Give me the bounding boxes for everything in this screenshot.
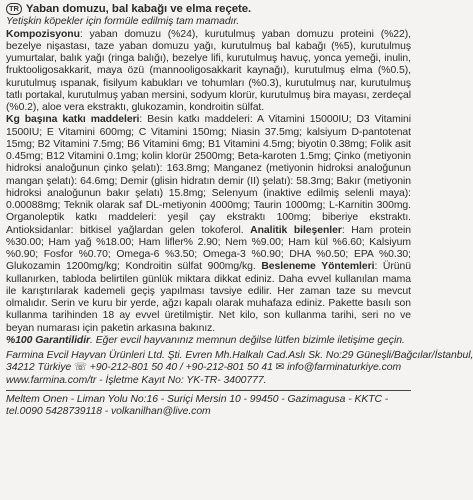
feeding-text: : Ürünü kullanırken, tabloda belirtilen günlük miktara dikkat ediniz. Daha evvel kullanılan mama ile karıştırılarak kademeli geçiş yapılması tavsiye edilir. Her zaman taze su mevcut olmalıdır. Serin ve kuru bir yerde, ağzı kapalı olarak muhafaza ediniz. Pakette basılı son kullanma tarihinden 18 ay evvel üretilmiştir. Net kilo, son kullanma tarihi, seri no ve beyan numarası için paketin arkasına bakınız. [6, 261, 411, 334]
additives-label: Kg başına katkı maddeleri [6, 114, 140, 126]
distributor-address-line: Meltem Onen - Liman Yolu No:16 - Suriçi Mersin 10 - 99450 - Gazimagusa - KKTC - [6, 393, 389, 405]
manufacturer-website: www.farmina.com/tr - İşletme Kayıt No: YK-TR- 3400777. [6, 374, 267, 386]
additives-text: : Besin katkı maddeleri: A Vitamini 15000IU; D3 Vitamini 1500IU; E Vitamini 600mg; C Vitamini 150mg; Niasin 37.5mg; kalsiyum D-pantotenat 15mg; B2 Vitamini 7.5mg; B6 Vitamini 6mg; B1 Vitamini 4.5mg; biyotin 0.38mg; Folik asit 0.45mg; B12 Vitamini 0.1mg; kolin klorür 2500mg; Beta-karoten 1.5mg; Çinko (metiyonin hidroksi analoğunun çinko şelatı): 163.8mg; Manganez (metiyonin hidroksi analoğunun mangan şelatı): 64.6mg; Demir (glisin hidratın demir (II) şelatı): 58.3mg; Bakır (metiyonin hidroksi analoğunun bakır şelatı) 15.8mg; Selenyum (inaktive edilmiş selenli maya): 0.00088mg; Teknik olarak saf DL-metiyonin 4000mg; Taurin 1000mg; L-Karnitin 300mg. Organoleptik katkı maddeleri: yeşil çay ekstraktı 100mg; biberiye ekstraktı. Antioksidanlar: bitkisel yağlardan gelen tokoferol. [6, 114, 412, 236]
product-subtitle: Yetişkin köpekler için formüle edilmiş tam mamadır. [6, 16, 240, 28]
language-badge: TR [6, 3, 22, 15]
composition-section [6, 29, 411, 115]
analysis-label: Analitik bileşenler [250, 224, 342, 236]
title-row [6, 3, 411, 15]
additives-section [6, 114, 411, 335]
analysis-text: : Ham protein %30.00; Ham yağ %18.00; Ham lifler% 2.90; Nem %9.00; Ham kül %6.60; Kalsiyum %0.90; Fosfor %0.70; Omega-6 %3.50; Omega-3 %0.90; DHA %0.50; EPA %0.30; Glukozamin 1200mg/kg; Kondroitin sülfat 900mg/kg. [6, 224, 411, 273]
guarantee-label: %100 Garantilidir [6, 334, 91, 346]
product-title: Yaban domuzu, bal kabağı ve elma reçete. [25, 3, 252, 15]
manufacturer-phone-email: 34212 Türkiye ☏ +90-212-801 50 40 / +90-212-801 50 41 ✉ info@farminaturkiye.com [6, 362, 402, 374]
manufacturer-address: Farmina Evcil Hayvan Ürünleri Ltd. Şti. Evren Mh.Halkalı Cad.Aslı Sk. No:29 Güneşli/Bağcılar/İstanbul, [6, 350, 473, 361]
composition-label: Kompozisyonu [6, 28, 80, 40]
guarantee-text: . Eğer evcil hayvanınız memnun değilse lütfen bizimle iletişime geçin. [90, 334, 405, 346]
guarantee-section [6, 335, 411, 347]
distributor-contact-line: tel.0090 5428739118 - volkanilhan@live.com [6, 406, 211, 417]
feeding-label: Besleneme Yöntemleri [261, 261, 375, 273]
composition-text: : yaban domuzu (%24), kurutulmuş yaban domuzu proteini (%22), bezelye nişastası, taze yaban domuzu yağı, kurutulmuş bal kabağı (%5), kurutulmuş yumurtalar, balık yağı (ringa balığı), bezelye lifi, kurutulmuş havuç, yonca yemeği, inulin, fruktooligosakkarit, maya özü (mannooligosakkarit kaynağı), kurutulmuş elma (%0.5), kurutulmuş ıspanak, fisilyum kabukları ve tohumları (%0.3), kurutulmuş nar, kurutulmuş tatlı portakal, kurutulmuş yaban mersini, sodyum klorür, kurutulmuş bira mayası, zerdeçal (%0.2), aloe vera ekstraktı, glukozamin, kondroitin sülfat. [6, 28, 411, 113]
manufacturer-contact [6, 350, 473, 387]
divider [6, 390, 411, 391]
distributor-address [6, 394, 411, 419]
